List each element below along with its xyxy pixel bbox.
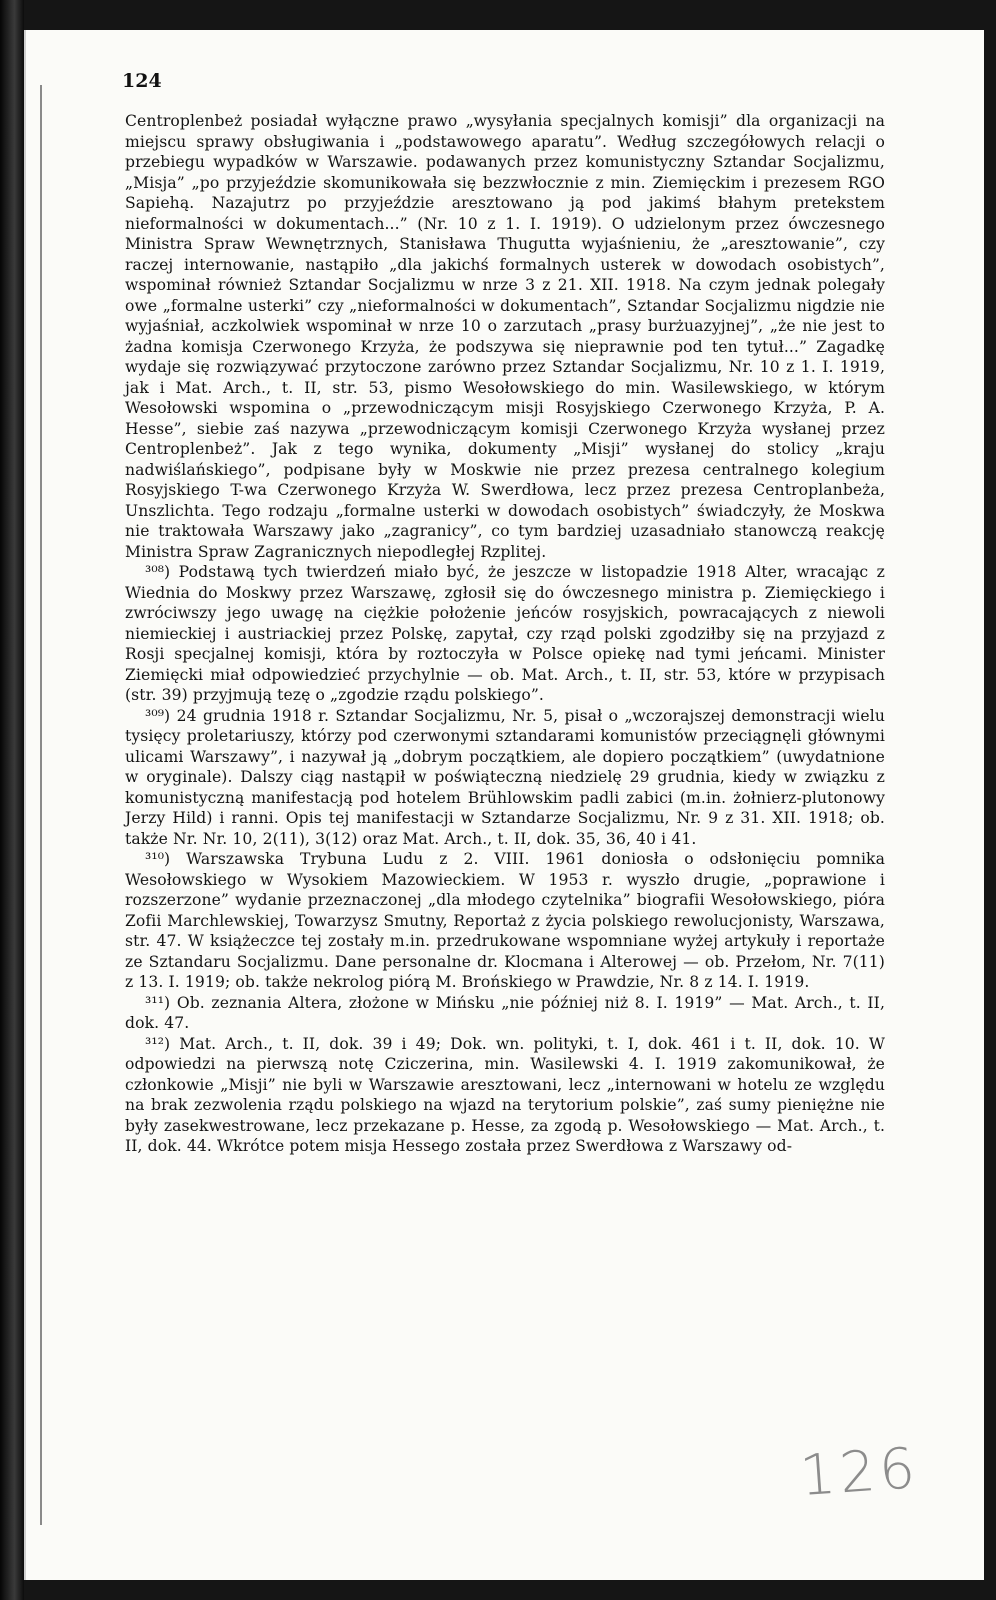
page-number: 124 (122, 70, 162, 92)
book-spine-shadow (0, 0, 24, 1600)
footnote-310: ³¹⁰) Warszawska Trybuna Ludu z 2. VIII. 1961 doniosła o odsłonięciu pomnika Wesołowskiego w Wysokiem Mazowieckiem. W 1953 r. wyszło drugie, „poprawione i rozszerzone” wydanie przeznaczonej „dla młodego czytelnika” biografii Wesołowskiego, pióra Zofii Marchlewskiej, Towarzysz Smutny, Reportaż z życia polskiego rewolucjonisty, Warszawa, str. 47. W książeczce tej zostały m.in. przedrukowane wspomniane wyżej artykuły i reportaże ze Sztandaru Socjalizmu. Dane personalne dr. Klocmana i Alterowej — ob. Przełom, Nr. 7(11) z 13. I. 1919; ob. także nekrolog piórą M. Brońskiego w Prawdzie, Nr. 8 z 14. I. 1919. (125, 850, 885, 991)
footnote-312: ³¹²) Mat. Arch., t. II, dok. 39 i 49; Dok. wn. polityki, t. I, dok. 461 i t. II, dok. 10. W odpowiedzi na pierwszą notę Cziczerina, min. Wasilewski 4. I. 1919 zakomunikował, że członkowie „Misji” nie byli w Warszawie aresztowani, lecz „internowani w hotelu ze względu na brak zezwolenia rządu polskiego na wjazd na terytorium polskie”, zaś sumy pieniężne nie były zasekwestrowane, lecz przekazane p. Hesse, za zgodą p. Wesołowskiego — Mat. Arch., t. II, dok. 44. Wkrótce potem misja Hessego została przez Swerdłowa z Warszawy od- (125, 1034, 885, 1155)
footnote-309: ³⁰⁹) 24 grudnia 1918 r. Sztandar Socjalizmu, Nr. 5, pisał o „wczorajszej demonstracji wielu tysięcy proletariuszy, którzy pod czerwonymi sztandarami komunistów przeciągnęli głównymi ulicami Warszawy”, i nazywał ją „dobrym początkiem, ale dopiero początkiem” (uwydatnione w oryginale). Dalszy ciąg nastąpił w poświąteczną niedzielę 29 grudnia, kiedy w związku z komunistyczną manifestacją pod hotelem Brühlowskim padli zabici (m.in. żołnierz-plutonowy Jerzy Hild) i ranni. Opis tej manifestacji w Sztandarze Socjalizmu, Nr. 9 z 31. XII. 1918; ob. także Nr. Nr. 10, 2(11), 3(12) oraz Mat. Arch., t. II, dok. 35, 36, 40 i 41. (125, 706, 885, 848)
footnote-311: ³¹¹) Ob. zeznania Altera, złożone w Mińsku „nie później niż 8. I. 1919” — Mat. Arch., t. II, dok. 47. (125, 993, 885, 1032)
footnote-308: ³⁰⁸) Podstawą tych twierdzeń miało być, że jeszcze w listopadzie 1918 Alter, wracając z Wiednia do Moskwy przez Warszawę, zgłosił się do ówczesnego ministra p. Ziemięckiego i zwróciwszy jego uwagę na ciężkie położenie jeńców rosyjskich, powracających z niewoli niemieckiej i austriackiej przez Polskę, zapytał, czy rząd polski zgodziłby się na przyjazd z Rosji specjalnej komisji, która by roztoczyła w Polsce opiekę nad tymi jeńcami. Minister Ziemięcki miał odpowiedzieć przychylnie — ob. Mat. Arch., t. II, str. 53, które w przypisach (str. 39) przyjmują tezę o „zgodzie rządu polskiego”. (125, 563, 885, 704)
page-edge-line (40, 85, 42, 1525)
paragraph-main: Centroplenbeż posiadał wyłączne prawo „wysyłania specjalnych komisji” dla organizacji na miejscu sprawy obsługiwania i „podstawowego aparatu”. Według szczegółowych relacji o przebiegu wypadków w Warszawie. podawanych przez komunistyczny Sztandar Socjalizmu, „Misja” „po przyjeździe skomunikowała się bezzwłocznie z min. Ziemięckim i prezesem RGO Sapiehą. Nazajutrz po przyjeździe aresztowano ją pod jakimś błahym pretekstem nieformalności w dokumentach...” (Nr. 10 z 1. I. 1919). O udzielonym przez ówczesnego Ministra Spraw Wewnętrznych, Stanisława Thugutta wyjaśnieniu, że „aresztowanie”, czy raczej internowanie, nastąpiło „dla jakichś formalnych usterek w dowodach osobistych”, wspominał również Sztandar Socjalizmu w nrze 3 z 21. XII. 1918. Na czym jednak polegały owe „formalne usterki” czy „nieformalności w dokumentach”, Sztandar Socjalizmu nigdzie nie wyjaśniał, aczkolwiek wspominał w nrze 10 o zarzutach „prasy burżuazyjnej”, „że nie jest to żadna komisja Czerwonego Krzyża, że podszywa się nieprawnie pod ten tytuł...” Zagadkę wydaje się rozwiązywać przytoczone zarówno przez Sztandar Socjalizmu, Nr. 10 z 1. I. 1919, jak i Mat. Arch., t. II, str. 53, pismo Wesołowskiego do min. Wasilewskiego, w którym Wesołowski wspomina o „przewodniczącym misji Rosyjskiego Czerwonego Krzyża, P. A. Hesse”, siebie zaś nazywa „przewodniczącym komisji Czerwonego Krzyża wysłanej przez Centroplenbeż”. Jak z tego wynika, dokumenty „Misji” wysłanej do stolicy „kraju nadwiślańskiego”, podpisane były w Moskwie nie przez prezesa centralnego kolegium Rosyjskiego T-wa Czerwonego Krzyża W. Swerdłowa, lecz przez prezesa Centroplanbeża, Unszlichta. Tego rodzaju „formalne usterki w dowodach osobistych” świadczyły, że Moskwa nie traktowała Warszawy jako „zagranicy”, co tym bardziej uzasadniało stanowczą reakcję Ministra Spraw Zagranicznych niepodległej Rzplitej. (125, 112, 885, 561)
handwritten-page-note: 126 (797, 1435, 922, 1510)
body-text (125, 111, 885, 1157)
